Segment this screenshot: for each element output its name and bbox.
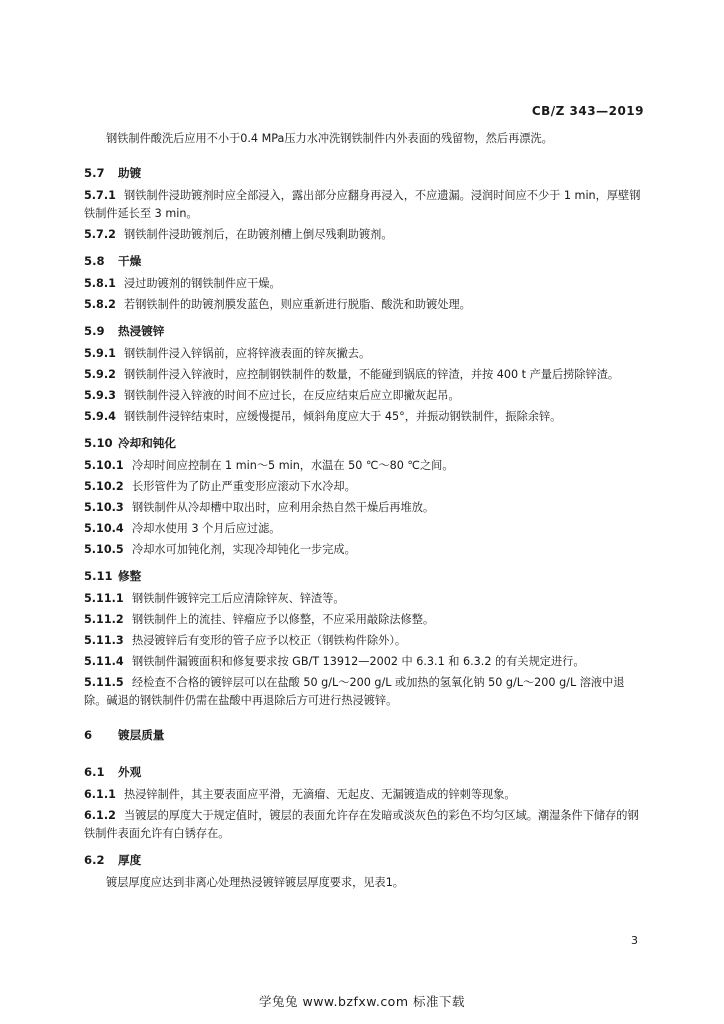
clause-5-10-1 xyxy=(84,457,644,475)
clause-text: 长形管件为了防止严重变形应滚动下水冷却。 xyxy=(132,480,356,493)
clause-number: 5.10.5 xyxy=(84,543,124,556)
clause-text: 当镀层的厚度大于规定值时，镀层的表面允许存在发暗或淡灰色的彩色不均匀区域。潮湿条件下储存的钢铁制件表面允许有白锈存在。 xyxy=(84,809,639,840)
section-heading-5-9 xyxy=(84,322,644,340)
section-title: 热浸镀锌 xyxy=(118,324,165,338)
section-heading-5-11 xyxy=(84,567,644,585)
clause-5-11-3 xyxy=(84,632,644,650)
clause-text: 浸过助镀剂的钢铁制件应干燥。 xyxy=(124,277,281,290)
clause-text: 钢铁制件从冷却槽中取出时，应利用余热自然干燥后再堆放。 xyxy=(132,501,435,514)
clause-number: 5.10.2 xyxy=(84,480,124,493)
clause-text: 冷却水使用 3 个月后应过滤。 xyxy=(132,522,281,535)
clause-text: 钢铁制件浸助镀剂后，在助镀剂槽上倒尽残剩助镀剂。 xyxy=(124,228,393,241)
clause-number: 5.7.2 xyxy=(84,228,116,241)
clause-text: 钢铁制件浸入锌液时，应控制钢铁制件的数量，不能碰到锅底的锌渣，并按 400 t 产量后捞除锌渣。 xyxy=(124,368,620,381)
section-number: 5.10 xyxy=(84,436,113,450)
section-title: 干燥 xyxy=(118,254,142,268)
section-number: 6.1 xyxy=(84,765,105,779)
clause-text: 经检查不合格的镀锌层可以在盐酸 50 g/L～200 g/L 或加热的氢氧化钠 50 g/L～200 g/L 溶液中退除。碱退的钢铁制件仍需在盐酸中再退除后方可进行热浸镀锌。 xyxy=(84,676,625,707)
clause-text: 若钢铁制件的助镀剂膜发蓝色，则应重新进行脱脂、酸洗和助镀处理。 xyxy=(124,298,471,311)
clause-number: 5.11.2 xyxy=(84,613,124,626)
clause-text: 热浸镀锌后有变形的管子应予以校正（钢铁构件除外）。 xyxy=(132,634,407,647)
clause-number: 5.8.1 xyxy=(84,277,116,290)
clause-5-11-5 xyxy=(84,674,644,710)
section-title: 修整 xyxy=(118,569,142,583)
clause-5-9-3 xyxy=(84,387,644,405)
clause-5-11-4 xyxy=(84,653,644,671)
clause-5-10-2 xyxy=(84,478,644,496)
footer-watermark: 学兔兔 www.bzfxw.com 标准下载 xyxy=(259,994,465,1009)
section-heading-5-10 xyxy=(84,434,644,452)
clause-5-9-1 xyxy=(84,345,644,363)
clause-number: 5.10.1 xyxy=(84,459,124,472)
clause-5-7-2 xyxy=(84,226,644,244)
clause-5-9-2 xyxy=(84,366,644,384)
section-heading-6-2 xyxy=(84,851,644,869)
chapter-heading-6 xyxy=(84,726,644,744)
document-body xyxy=(84,130,644,892)
clause-5-10-4 xyxy=(84,520,644,538)
clause-5-11-1 xyxy=(84,590,644,608)
clause-number: 5.11.3 xyxy=(84,634,124,647)
section-heading-6-1 xyxy=(84,763,644,781)
clause-number: 5.8.2 xyxy=(84,298,116,311)
page-number: 3 xyxy=(631,934,638,947)
clause-text: 冷却水可加钝化剂，实现冷却钝化一步完成。 xyxy=(132,543,356,556)
clause-number: 6.1.1 xyxy=(84,788,116,801)
clause-5-7-1 xyxy=(84,187,644,223)
clause-number: 5.11.4 xyxy=(84,655,124,668)
clause-number: 5.10.3 xyxy=(84,501,124,514)
section-title: 助镀 xyxy=(118,166,142,180)
section-number: 5.8 xyxy=(84,254,105,268)
section-title: 外观 xyxy=(118,765,142,779)
clause-text: 钢铁制件浸入锌锅前，应将锌液表面的锌灰撇去。 xyxy=(124,347,371,360)
clause-text: 冷却时间应控制在 1 min～5 min，水温在 50 ℃～80 ℃之间。 xyxy=(132,459,454,472)
clause-5-8-2 xyxy=(84,296,644,314)
chapter-number: 6 xyxy=(84,728,93,742)
clause-number: 5.9.1 xyxy=(84,347,116,360)
clause-5-11-2 xyxy=(84,611,644,629)
clause-number: 5.9.3 xyxy=(84,389,116,402)
clause-text: 钢铁制件浸助镀剂时应全部浸入，露出部分应翻身再浸入，不应遗漏。浸润时间应不少于 1 min，厚壁钢铁制件延长至 3 min。 xyxy=(84,189,641,220)
clause-text: 钢铁制件浸锌结束时，应缓慢提吊，倾斜角度应大于 45°，并振动钢铁制件，振除余锌。 xyxy=(124,410,562,423)
section-heading-5-7 xyxy=(84,164,644,182)
section-title: 冷却和钝化 xyxy=(118,436,176,450)
clause-5-10-3 xyxy=(84,499,644,517)
clause-text: 钢铁制件浸入锌液的时间不应过长，在反应结束后应立即撇灰起吊。 xyxy=(124,389,460,402)
clause-number: 6.1.2 xyxy=(84,809,116,822)
section-title: 厚度 xyxy=(118,853,142,867)
clause-6-1-2 xyxy=(84,807,644,843)
clause-5-8-1 xyxy=(84,275,644,293)
clause-number: 5.10.4 xyxy=(84,522,124,535)
clause-number: 5.11.1 xyxy=(84,592,124,605)
section-number: 5.7 xyxy=(84,166,105,180)
clause-text: 钢铁制件上的流挂、锌瘤应予以修整，不应采用敲除法修整。 xyxy=(132,613,435,626)
clause-5-10-5 xyxy=(84,541,644,559)
clause-text: 热浸锌制件，其主要表面应平滑，无滴瘤、无起皮、无漏镀造成的锌刺等现象。 xyxy=(124,788,516,801)
section-number: 5.9 xyxy=(84,324,105,338)
clause-number: 5.7.1 xyxy=(84,189,116,202)
clause-text: 钢铁制件漏镀面积和修复要求按 GB/T 13912—2002 中 6.3.1 和 6.3.2 的有关规定进行。 xyxy=(132,655,585,668)
chapter-title: 镀层质量 xyxy=(118,728,165,742)
standard-code: CB/Z 343—2019 xyxy=(531,104,644,118)
intro-paragraph: 钢铁制件酸洗后应用不小于0.4 MPa压力水冲洗钢铁制件内外表面的残留物，然后再漂洗。 xyxy=(106,132,553,145)
clause-number: 5.11.5 xyxy=(84,676,124,689)
section-number: 5.11 xyxy=(84,569,113,583)
clause-text: 钢铁制件镀锌完工后应清除锌灰、锌渣等。 xyxy=(132,592,345,605)
clause-number: 5.9.2 xyxy=(84,368,116,381)
section-heading-5-8 xyxy=(84,252,644,270)
clause-5-9-4 xyxy=(84,408,644,426)
paragraph-6-2: 镀层厚度应达到非离心处理热浸镀锌镀层厚度要求，见表1。 xyxy=(106,876,404,889)
section-number: 6.2 xyxy=(84,853,105,867)
clause-6-1-1 xyxy=(84,786,644,804)
clause-number: 5.9.4 xyxy=(84,410,116,423)
